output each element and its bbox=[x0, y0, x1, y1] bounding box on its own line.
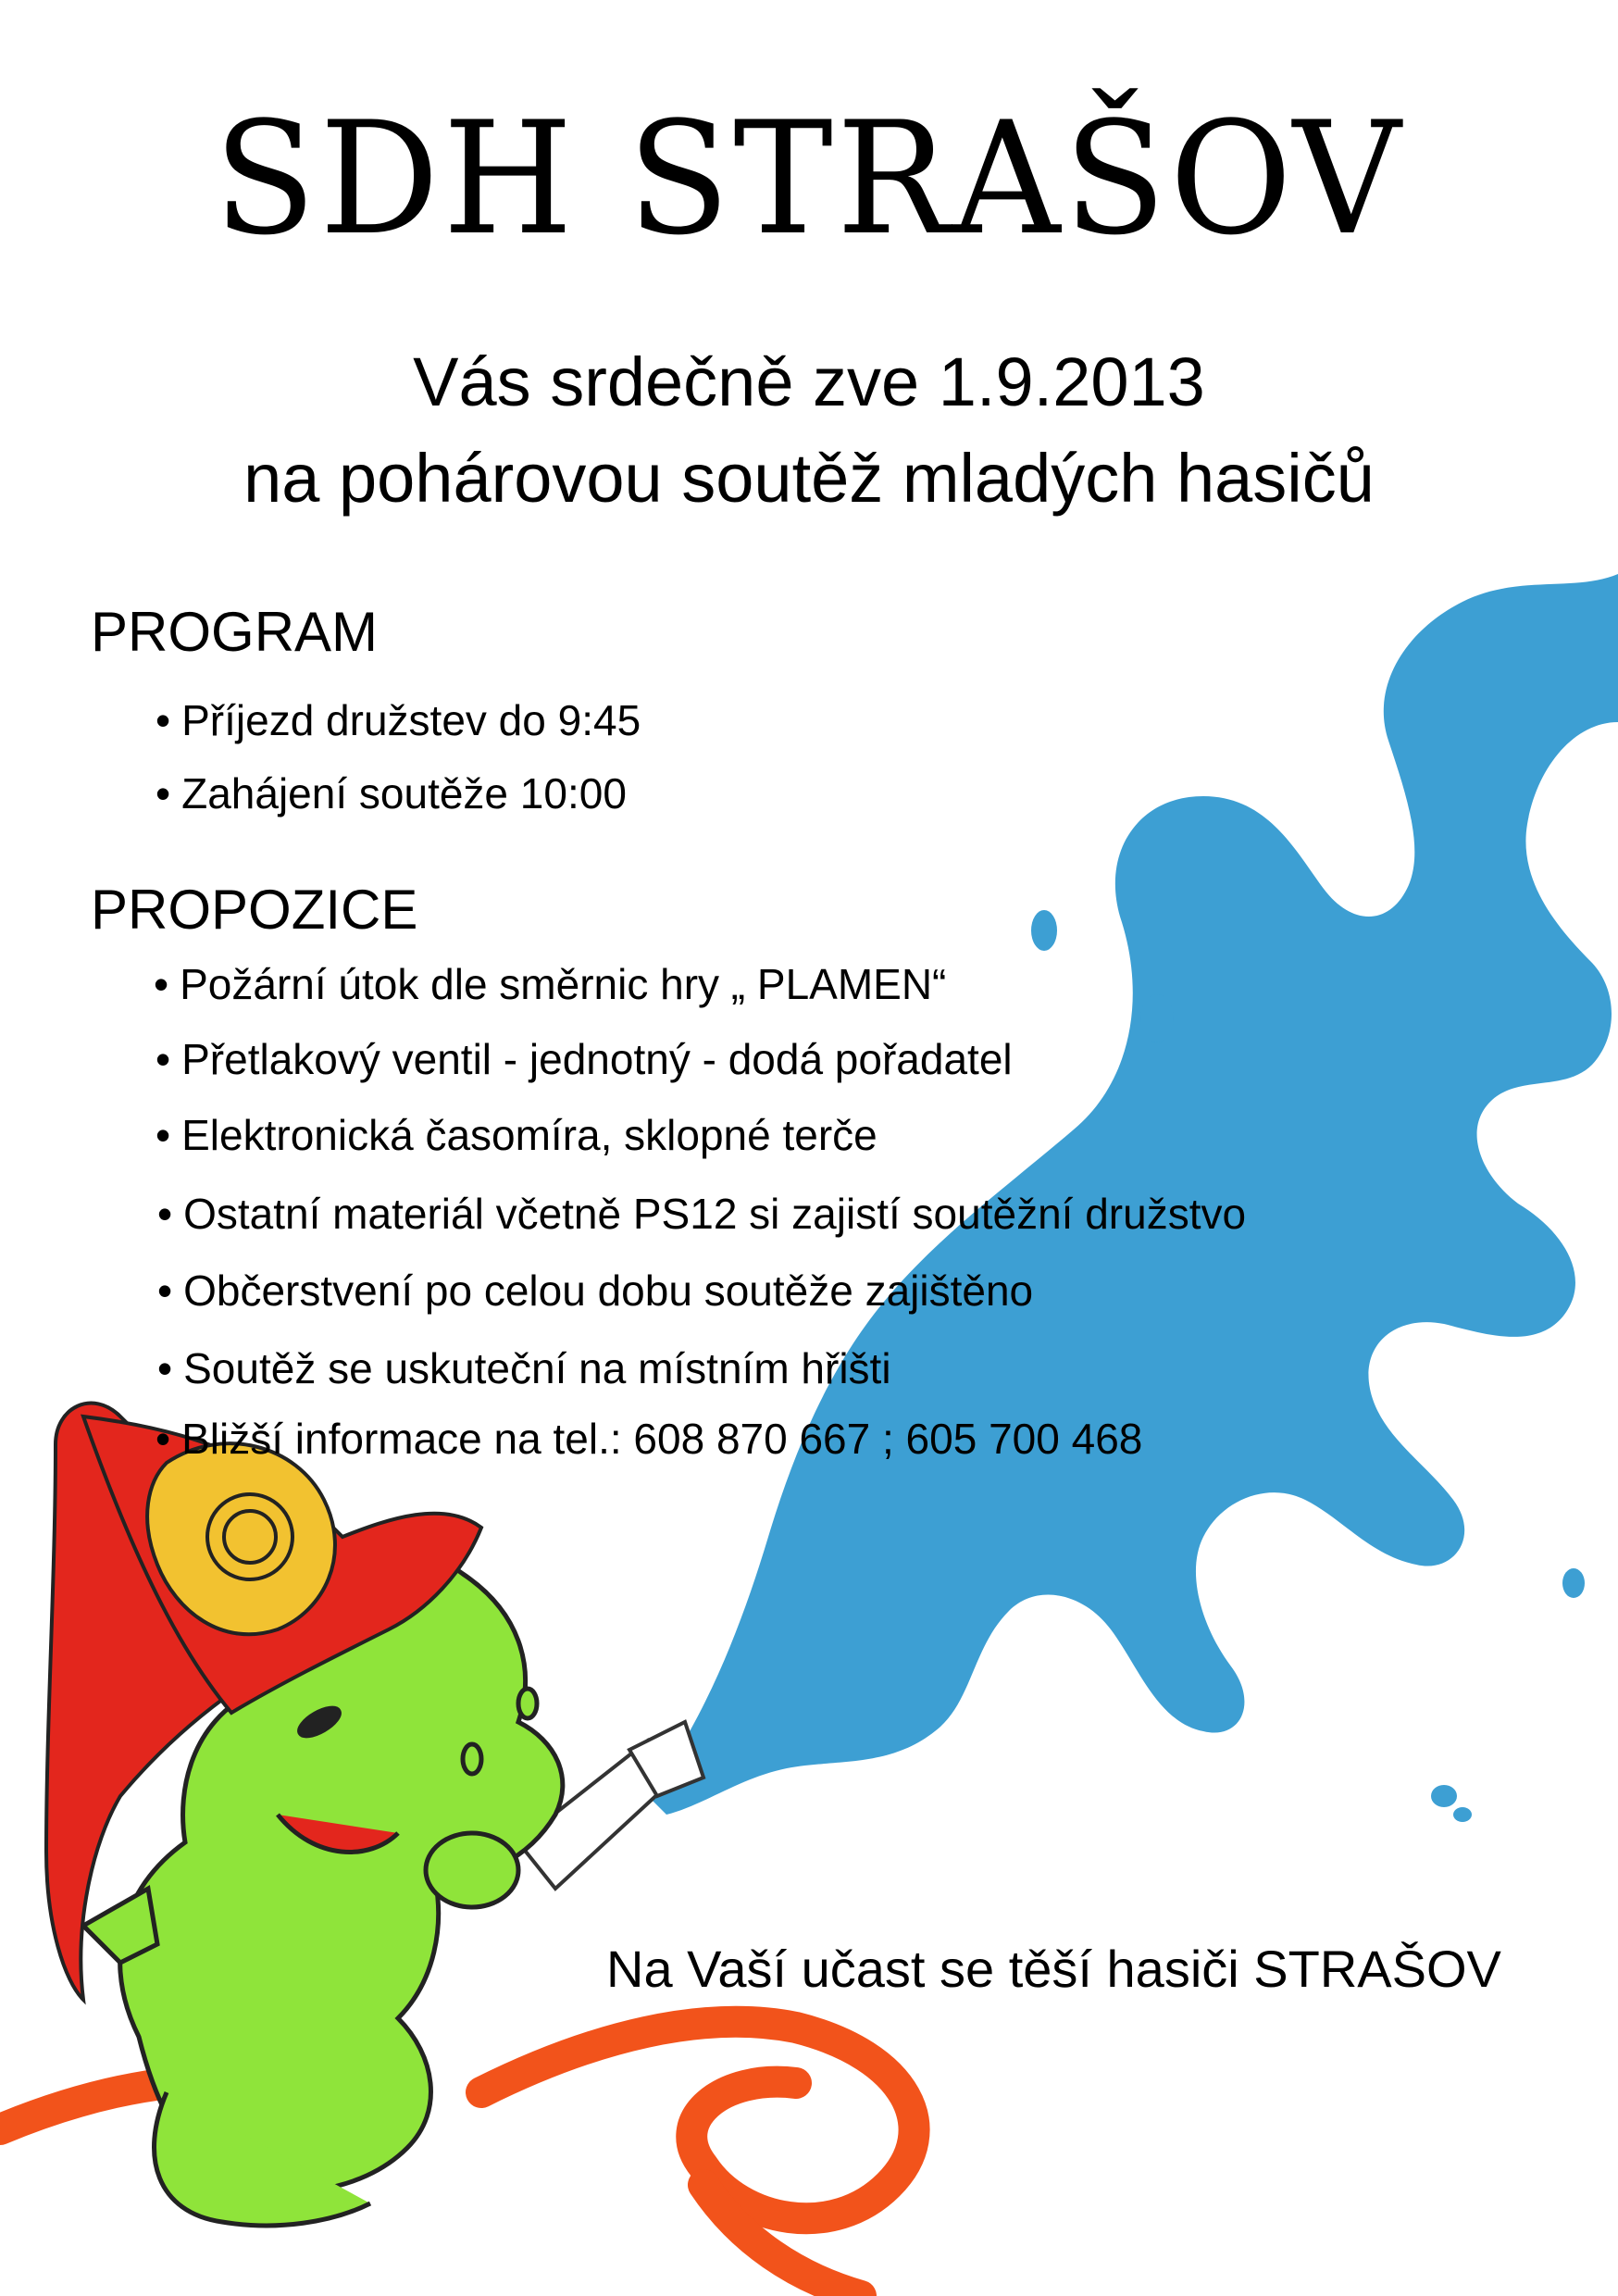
bullet-icon: • bbox=[154, 960, 169, 1008]
bullet-icon: • bbox=[156, 696, 171, 744]
bullet-icon: • bbox=[156, 1035, 171, 1083]
invitation-line-1: Vás srdečně zve 1.9.2013 bbox=[413, 343, 1205, 420]
propozice-item-text: Občerstvení po celou dobu soutěže zajištěno bbox=[183, 1267, 1034, 1315]
propozice-heading: PROPOZICE bbox=[91, 879, 418, 941]
propozice-item-text: Ostatní materiál včetně PS12 si zajistí soutěžní družstvo bbox=[183, 1190, 1247, 1238]
hose bbox=[0, 2022, 915, 2296]
bullet-icon: • bbox=[157, 1344, 173, 1392]
program-heading: PROGRAM bbox=[91, 601, 379, 663]
poster-title: SDH STRAŠOV bbox=[213, 88, 1405, 269]
propozice-item-text: Přetlakový ventil - jednotný - dodá pořadatel bbox=[181, 1035, 1013, 1083]
invitation-line-2: na pohárovou soutěž mladých hasičů bbox=[243, 440, 1375, 517]
program-item-text: Příjezd družstev do 9:45 bbox=[181, 696, 641, 744]
propozice-item bbox=[157, 1266, 1033, 1316]
propozice-item bbox=[157, 1189, 1246, 1239]
program-item-text: Zahájení soutěže 10:00 bbox=[181, 769, 627, 817]
program-item bbox=[156, 768, 627, 818]
bullet-icon: • bbox=[156, 769, 171, 817]
bullet-icon: • bbox=[156, 1415, 171, 1463]
propozice-item-text: Elektronická časomíra, sklopné terče bbox=[181, 1111, 877, 1159]
propozice-item bbox=[156, 1110, 877, 1160]
propozice-item bbox=[157, 1343, 891, 1393]
propozice-item bbox=[156, 1414, 1142, 1464]
program-item bbox=[156, 695, 641, 745]
bullet-icon: • bbox=[156, 1111, 171, 1159]
propozice-item-text: Soutěž se uskuteční na místním hřišti bbox=[183, 1344, 891, 1392]
bullet-icon: • bbox=[157, 1267, 173, 1315]
bullet-icon: • bbox=[157, 1190, 173, 1238]
propozice-item-text: Bližší informace na tel.: 608 870 667 ; 605 700 468 bbox=[181, 1415, 1143, 1463]
propozice-item-text: Požární útok dle směrnic hry „ PLAMEN“ bbox=[180, 960, 947, 1008]
propozice-item bbox=[154, 959, 946, 1009]
propozice-item bbox=[156, 1034, 1013, 1084]
closing-line: Na Vaší učast se těší hasiči STRAŠOV bbox=[606, 1940, 1501, 1998]
